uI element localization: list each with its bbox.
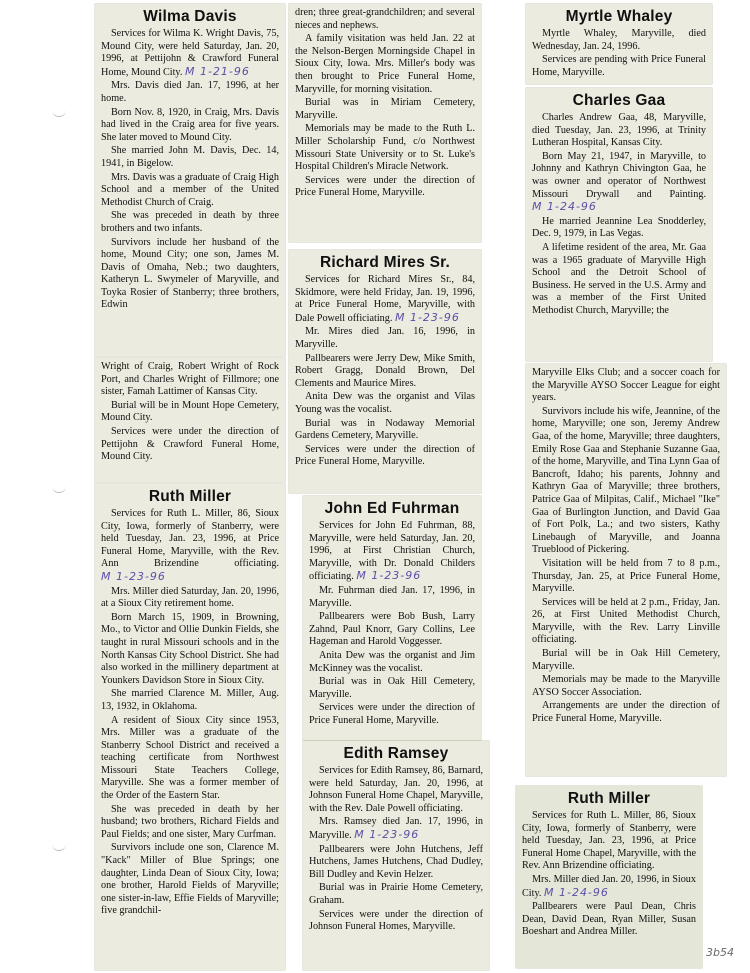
obituary-paragraph: Services were under the direction of Price Funeral Home, Maryville. [295,174,475,199]
obituary-ruth-miller [95,484,285,970]
obituary-title: Myrtle Whaley [565,8,673,25]
obituary-paragraph: Arrangements are under the direction of Price Funeral Home, Maryville. [532,700,720,725]
obituary-paragraph: Services were under the direction of Price Funeral Home, Maryville. [309,702,475,726]
obituary-paragraph: She married Clarence M. Miller, Aug. 13, 1932, in Oklahoma. [101,688,279,712]
obituary-paragraph: Wright of Craig, Robert Wright of Rock Port, and Charles Wright of Fillmore; one sister, Famah Lattimer of Kansas City. [101,361,279,398]
obituary-paragraph: Mrs. Miller died Jan. 20, 1996, in Sioux City. M 1-24-96 [522,873,696,899]
obituary-title: Ruth Miller [148,488,232,505]
obituary-paragraph: Burial will be in Oak Hill Cemetery, Maryville. [532,648,720,672]
obituary-paragraph: A lifetime resident of the area, Mr. Gaa was a 1965 graduate of Maryville High School and the Detroit School of Business. He served in the U.S. Army and was a member of the First United Methodist Church, Maryville; the [532,241,706,316]
obituary-paragraph: Charles Andrew Gaa, 48, Maryville, died Tuesday, Jan. 23, 1996, at Trinity Lutheran Hospital, Kansas City. [532,112,706,149]
obituary-wilma-davis [95,4,285,356]
obituary-paragraph: She married John M. Davis, Dec. 14, 1941, in Bigelow. [101,145,279,169]
obituary-myrtle-whaley [526,4,712,84]
obituary-paragraph: Mrs. Ramsey died Jan. 17, 1996, in Maryville. M 1-23-96 [309,816,483,841]
obituary-paragraph: Mr. Mires died Jan. 16, 1996, in Maryville. [295,326,475,350]
obituary-paragraph: Survivors include her husband of the home, Mound City; one son, James M. Davis of Omaha, Neb.; two daughters, Katheryn L. Swymeler of Maryville, and Toyka Rosier of Stanberry; three brothers, Edwin [101,236,279,311]
obituary-paragraph: Burial was in Prairie Home Cemetery, Graham. [309,882,483,906]
obituary-paragraph: Anita Dew was the organist and Vilas Young was the vocalist. [295,391,475,415]
obituary-john-ed-fuhrman [303,496,481,740]
obituary-paragraph: Burial was in Miriam Cemetery, Maryville. [295,97,475,121]
obituary-paragraph: Services were under the direction of Price Funeral Home, Maryville. [295,443,475,468]
obituary-paragraph: She was preceded in death by three brothers and two infants. [101,210,279,234]
obituary-paragraph: A resident of Sioux City since 1953, Mrs. Miller was a graduate of the Stanberry School District and received a teaching certificate from Northwest Missouri State Teachers College, Maryville. She was a former member of the Order of the Eastern Star. [101,714,279,802]
obituary-edith-ramsey [303,741,489,970]
punch-hole-mark [52,484,66,493]
handwritten-date-note: M 1-23-96 [356,569,422,583]
obituary-charles-gaa-continued [526,364,726,776]
handwritten-date-note: M 1-23-96 [394,310,460,324]
obituary-paragraph: Mrs. Davis was a graduate of Craig High School and a member of the United Methodist Church of Craig. [101,171,279,208]
obituary-ruth-miller-continued [289,4,481,242]
obituary-paragraph: Services are pending with Price Funeral Home, Maryville. [532,54,706,78]
obituary-paragraph: Born Nov. 8, 1920, in Craig, Mrs. Davis had lived in the Craig area for five years. She later moved to Mound City. [101,106,279,143]
handwritten-date-note: M 1-24-96 [543,885,609,899]
handwritten-date-note: M 1-21-96 [184,64,250,78]
obituary-paragraph: Pallbearers were John Hutchens, Jeff Hutchens, James Hutchens, Chad Dudley, Bill Dudley and Kevin Helzer. [309,843,483,880]
obituary-paragraph: A family visitation was held Jan. 22 at the Nelson-Bergen Morningside Chapel in Sioux City, Iowa. Mrs. Miller's body was then brought to Price Funeral Home, Maryville, for morning visitation. [295,33,475,95]
obituary-paragraph: Burial was in Nodaway Memorial Gardens Cemetery, Maryville. [295,417,475,442]
obituary-paragraph: Mrs. Davis died Jan. 17, 1996, at her home. [101,80,279,104]
obituary-paragraph: Visitation will be held from 7 to 8 p.m., Thursday, Jan. 25, at Price Funeral Home, Maryville. [532,557,720,595]
file-number-note: 3b54 [706,946,734,959]
obituary-title: Wilma Davis [143,8,237,25]
obituary-paragraph: He married Jeannine Lea Snodderley, Dec. 9, 1979, in Las Vegas. [532,215,706,240]
obituary-paragraph: Pallbearers were Bob Bush, Larry Zahnd, Paul Knorr, Gary Collins, Lee Hageman and Harold Voggesser. [309,611,475,648]
obituary-paragraph: Burial will be in Mount Hope Cemetery, Mound City. [101,399,279,424]
punch-hole-mark [52,842,66,851]
punch-hole-mark [52,108,66,117]
obituary-wilma-davis-continued [95,358,285,482]
obituary-paragraph: Services were under the direction of Johnson Funeral Homes, Maryville. [309,908,483,933]
handwritten-date-note: M 1-23-96 [101,569,166,583]
obituary-paragraph: Pallbearers were Jerry Dew, Mike Smith, Robert Gragg, Donald Brown, Del Clements and Maurice Mires. [295,352,475,389]
obituary-paragraph: Services were under the direction of Pettijohn & Crawford Funeral Home, Mound City. [101,425,279,463]
obituary-paragraph: Services will be held at 2 p.m., Friday, Jan. 26, at First United Methodist Church, Maryville, with the Rev. Larry Linville officiating. [532,596,720,646]
obituary-paragraph: Services for Ruth L. Miller, 86, Sioux City, Iowa, formerly of Stanberry, were held Tuesday, Jan. 23, 1996, at Price Funeral Home Chapel, Maryville, with the Rev. Ann Brizendine officiating. [522,810,696,872]
obituary-paragraph: Services for Ruth L. Miller, 86, Sioux City, Iowa, formerly of Stanberry, were held Tuesday, Jan. 23, 1996, at Price Funeral Home, Maryville, with the Rev. Ann Brizendine officiating. M 1-23-96 [101,508,279,583]
obituary-paragraph: Survivors include one son, Clarence M. "Kack" Miller of Blue Springs; one daughter, Linda Dean of Sioux City, Iowa; one brother, Harold Fields of Maryville; one sister-in-law, Effie Fields of Maryville; five grandchil- [101,842,279,917]
obituary-paragraph: Anita Dew was the organist and Jim McKinney was the vocalist. [309,649,475,674]
obituary-paragraph: Services for Edith Ramsey, 86, Barnard, were held Saturday, Jan. 20, 1996, at Johnson Funeral Home Chapel, Maryville, with the Rev. Dale Powell officiating. [309,765,483,814]
obituary-paragraph: Services for Richard Mires Sr., 84, Skidmore, were held Friday, Jan. 19, 1996, at Price Funeral Home, Maryville, with Dale Powell officiating. M 1-23-96 [295,274,475,324]
obituary-title: Charles Gaa [572,92,666,109]
obituary-paragraph: Survivors include his wife, Jeannine, of the home, Maryville; one son, Jeremy Andrew Gaa, of the home, Maryville; three daughters, Emily Rose Gaa and Stephanie Suzanne Gaa, of the home, Maryville, and Tina Lynn Gaa of Bancroft, Idaho; his parents, Johnny and Kathryn Gaa of Maryville; three brothers, Patrice Gaa of Milpitas, Calif., Michael "Ike" Gaa of Burlington Junction, and David Gaa of Fort Polk, La.; and two sisters, Kathy Linebaugh of Maryville, and Joanna Trueblood of Pickering. [532,405,720,556]
obituary-paragraph: Services for John Ed Fuhrman, 88, Maryville, were held Saturday, Jan. 20, 1996, at First Christian Church, Maryville, with Dr. Donald Childers officiating. M 1-23-96 [309,520,475,583]
handwritten-date-note: M 1-23-96 [354,827,420,841]
obituary-title: Edith Ramsey [343,745,449,762]
obituary-paragraph: Memorials may be made to the Maryville AYSO Soccer Association. [532,674,720,698]
obituary-paragraph: Myrtle Whaley, Maryville, died Wednesday, Jan. 24, 1996. [532,28,706,52]
obituary-paragraph: Memorials may be made to the Ruth L. Miller Scholarship Fund, c/o Northwest Missouri State University or to St. Luke's Hospital Children's Miracle Network. [295,123,475,173]
obituary-paragraph: Services for Wilma K. Wright Davis, 75, Mound City, were held Saturday, Jan. 20, 1996, at Pettijohn & Crawford Funeral Home, Mound City. M 1-21-96 [101,28,279,78]
obituary-charles-gaa [526,88,712,361]
handwritten-date-note: M 1-24-96 [532,200,597,214]
obituary-title: Richard Mires Sr. [319,254,451,271]
obituary-paragraph: She was preceded in death by her husband; two brothers, Richard Fields and Paul Fields; and one sister, Mary Curfman. [101,803,279,840]
obituary-paragraph: dren; three great-grandchildren; and several nieces and nephews. [295,7,475,31]
obituary-paragraph: Pallbearers were Paul Dean, Chris Dean, David Dean, Ryan Miller, Susan Boeshart and Andrea Miller. [522,901,696,938]
obituary-paragraph: Born March 15, 1909, in Browning, Mo., to Victor and Ollie Dunkin Fields, she taught in rural Missouri schools and in the North Kansas City School District. She had also worked in the millinery department at Younkers Davidson Store in Sioux City. [101,611,279,686]
obituary-paragraph: Mr. Fuhrman died Jan. 17, 1996, in Maryville. [309,584,475,609]
obituary-ruth-miller-second [516,786,702,968]
obituary-paragraph: Maryville Elks Club; and a soccer coach for the Maryville AYSO Soccer League for eight years. [532,367,720,404]
obituary-paragraph: Born May 21, 1947, in Maryville, to Johnny and Kathryn Chivington Gaa, he was owner and operator of Northwest Missouri Drywall and Painting. M 1-24-96 [532,150,706,214]
obituary-paragraph: Mrs. Miller died Saturday, Jan. 20, 1996, at a Sioux City retirement home. [101,585,279,610]
obituary-richard-mires [289,250,481,493]
obituary-title: John Ed Fuhrman [324,500,460,517]
obituary-title: Ruth Miller [567,790,651,807]
obituary-paragraph: Burial was in Oak Hill Cemetery, Maryville. [309,676,475,700]
